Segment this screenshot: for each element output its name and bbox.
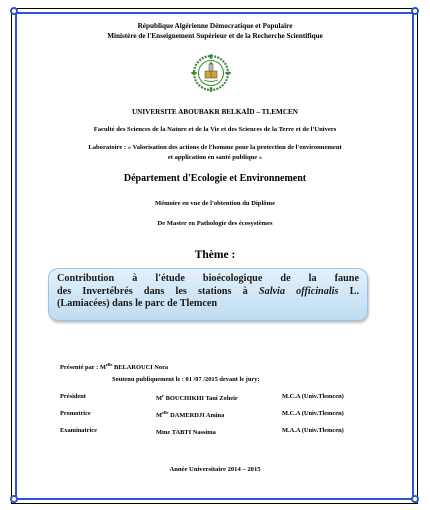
university-name: UNIVERSITE ABOUBAKR BELKAÏD – TLEMCEN — [131, 108, 298, 116]
jury-role: Président — [60, 393, 86, 400]
jury-role: Examinatrice — [60, 427, 97, 434]
ministry-heading: Ministère de l'Enseignement Supérieur et de la Recherche Scientifique — [107, 32, 323, 40]
corner-ornament — [411, 7, 419, 15]
jury-member-name: $M^{elle}$ DAMERDJI Amina — [156, 410, 225, 420]
laboratory-line-2: et application en santé publique » — [167, 154, 263, 161]
jury-grade: M.A.A (Univ.Tlemcen) — [282, 427, 344, 434]
presenter-name: BELAROUCI Nora — [113, 364, 169, 372]
species-name: Salvia officinalis — [258, 285, 339, 297]
republic-heading: République Algérienne Démocratique et Populaire — [137, 22, 293, 30]
degree-line-1: Mémoire en vue de l'obtention du Diplôme — [154, 200, 276, 207]
university-emblem-icon — [188, 53, 234, 93]
presented-by: Présenté par : $M^{elle}$ BELAROUCI Nora — [60, 362, 169, 372]
degree-line-2: De Master en Pathologie des écosystèmes — [157, 220, 273, 227]
thesis-title-line-3: (Lamiacées) dans le parc de Tlemcen — [57, 298, 218, 309]
jury-member-name: $M^r$ BOUCHIKHI Tani Zoheir — [156, 393, 238, 403]
jury-grade: M.C.A (Univ.Tlemcen) — [282, 410, 344, 417]
thesis-title-line-1: Contribution à l'étude bioécologique de la faune — [57, 273, 359, 284]
academic-year: Année Universitaire 2014 – 2015 — [169, 466, 261, 473]
jury-grade: M.C.A (Univ.Tlemcen) — [282, 393, 344, 400]
thesis-title-box — [48, 268, 368, 321]
thesis-title-line-2: des Invertébrés dans les stations à Salvia officinalis L. — [57, 285, 359, 297]
corner-ornament — [10, 495, 18, 503]
jury-role: Promotrice — [60, 410, 91, 417]
corner-ornament — [411, 495, 419, 503]
jury-member-name: Mme TABTI Nassima — [156, 429, 216, 437]
laboratory-line-1: Laboratoire : « Valorisation des actions de l'homme pour la protection de l'environnement — [88, 144, 342, 151]
theme-label: Thème : — [194, 249, 236, 261]
corner-ornament — [10, 7, 18, 15]
defense-date: Soutenu publiquement le : 01 /07 /2015 devant le jury: — [112, 376, 260, 383]
faculty-name: Faculté des Sciences de la Nature et de la Vie et des Sciences de la Terre et de l'Univers — [93, 126, 337, 133]
department-heading: Département d'Ecologie et Environnement — [123, 173, 307, 184]
